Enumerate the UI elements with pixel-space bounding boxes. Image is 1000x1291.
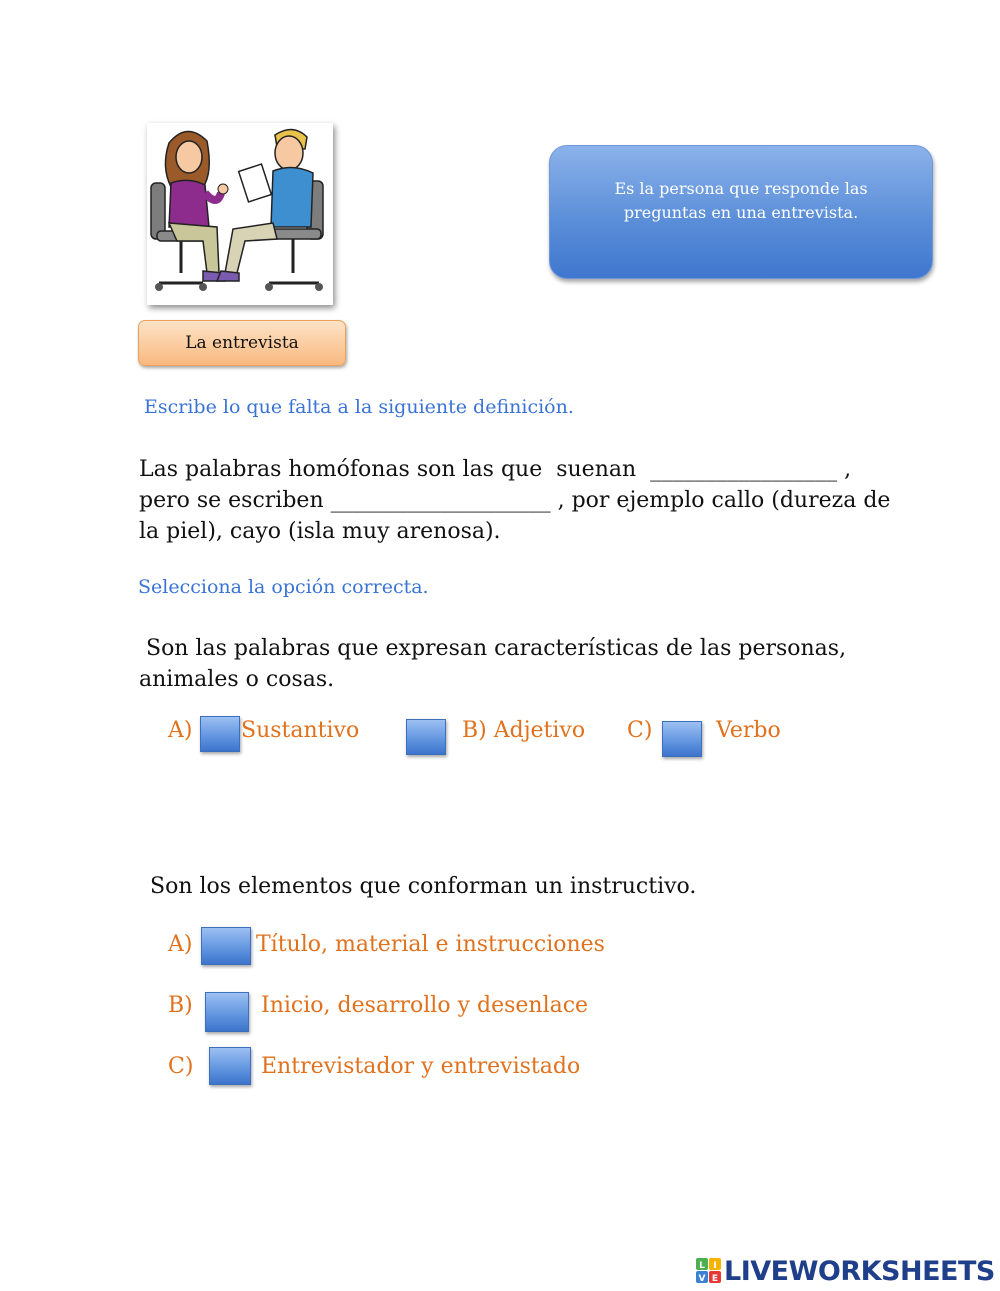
q1-option-c-letter: C): [627, 718, 653, 743]
liveworksheets-badge-icon: [696, 1258, 722, 1284]
fill-in-line-2: pero se escriben ____________________ , por ejemplo callo (dureza de: [139, 488, 891, 513]
q2-option-a-letter: A): [168, 932, 193, 957]
svg-text:I: I: [713, 1261, 717, 1271]
q2-option-b-text: Inicio, desarrollo y desenlace: [261, 993, 589, 1018]
q1-option-c-text: Verbo: [716, 718, 781, 743]
q1-option-a-letter: A): [168, 718, 193, 743]
q2-option-c-checkbox[interactable]: [209, 1047, 251, 1085]
q1-option-c-checkbox[interactable]: [662, 721, 702, 757]
definition-card[interactable]: [549, 145, 933, 279]
interview-label-text: La entrevista: [185, 333, 299, 353]
fill-in-line-3: la piel), cayo (isla muy arenosa).: [139, 519, 501, 544]
svg-text:L: L: [699, 1261, 705, 1271]
question-1: [139, 633, 899, 695]
liveworksheets-logo-text: LIVEWORKSHEETS: [724, 1255, 995, 1287]
q1-option-b-checkbox[interactable]: [406, 719, 446, 755]
q2-option-b-letter: B): [168, 993, 193, 1018]
question-1-line-2: animales o cosas.: [139, 667, 335, 692]
q2-option-b-checkbox[interactable]: [205, 992, 249, 1032]
q2-option-c-text: Entrevistador y entrevistado: [261, 1054, 581, 1079]
select-instruction: Selecciona la opción correcta.: [138, 576, 429, 598]
interview-label: [138, 320, 346, 366]
fill-in-paragraph: [139, 454, 899, 547]
q2-option-c-letter: C): [168, 1054, 194, 1079]
q2-option-a-text: Título, material e instrucciones: [256, 932, 605, 957]
q1-option-a-checkbox[interactable]: [200, 716, 240, 752]
interview-illustration: [147, 123, 333, 305]
definition-card-text: Es la persona que responde las preguntas en una entrevista.: [614, 179, 868, 222]
q1-option-a-text: Sustantivo: [241, 718, 360, 743]
svg-text:E: E: [711, 1274, 719, 1284]
q1-option-b-text: B) Adjetivo: [462, 718, 586, 743]
fill-in-instruction: Escribe lo que falta a la siguiente definición.: [144, 396, 574, 418]
liveworksheets-logo: [696, 1256, 995, 1286]
fill-in-line-1: Las palabras homófonas son las que suenan _________________ ,: [139, 457, 852, 482]
q2-option-a-checkbox[interactable]: [201, 927, 251, 965]
question-2: Son los elementos que conforman un instructivo.: [150, 874, 697, 899]
question-1-line-1: Son las palabras que expresan características de las personas,: [139, 636, 847, 661]
svg-text:V: V: [698, 1274, 706, 1284]
